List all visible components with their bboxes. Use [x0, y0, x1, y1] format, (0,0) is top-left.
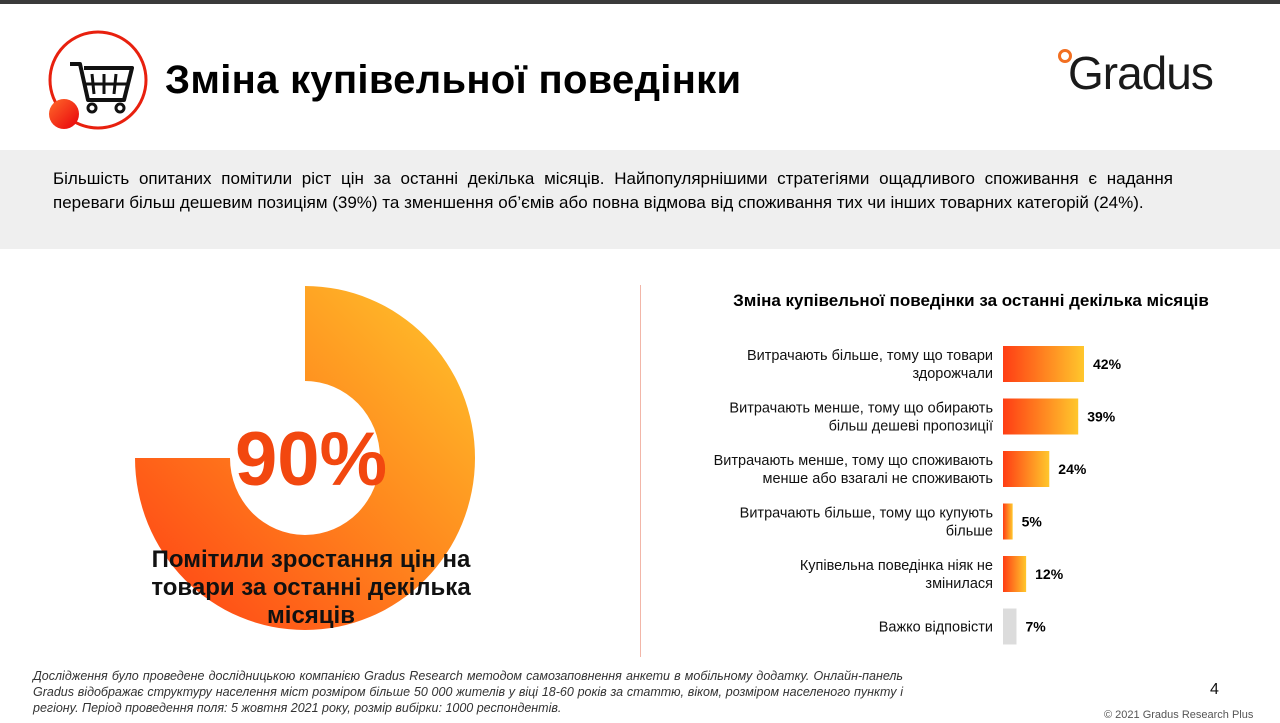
bar-value-label: 5%: [1021, 513, 1042, 530]
page-title: Зміна купівельної поведінки: [165, 58, 742, 102]
summary-text: Більшість опитаних помітили ріст цін за останні декілька місяців. Найпопулярнішими стратегіями ощадливого споживання є надання переваги більш дешевим позиціям (39%) та зменшення об’ємів або повна відмова від споживання тих чи інших товарних категорій (24%).: [53, 169, 1173, 212]
logo-text: Gradus: [1068, 47, 1213, 99]
category-label: Купівельна поведінка ніяк не змінилася: [799, 558, 993, 592]
bar-value-label: 42%: [1093, 356, 1122, 372]
bar: [1003, 609, 1017, 645]
bar: [1003, 346, 1084, 382]
bar: [1003, 451, 1049, 487]
bar: [1003, 556, 1026, 592]
category-label: Витрачають більше, тому що купують більше: [739, 505, 993, 540]
category-label: Витрачають менше, тому що споживають менше або взагалі не споживають: [713, 453, 993, 487]
shopping-cart-icon: [40, 24, 152, 136]
page-number: 4: [1210, 681, 1219, 698]
highlight-value: 90%: [234, 417, 388, 502]
bar-value-label: 12%: [1035, 566, 1064, 582]
gradus-logo: [1058, 46, 1238, 106]
category-label: Витрачають менше, тому що обирають більш дешеві пропозиції: [729, 400, 993, 435]
category-label: Витрачають більше, тому що товари здорожчали: [746, 348, 993, 382]
top-border: [0, 0, 1280, 4]
methodology-note: Дослідження було проведене дослідницькою компанією Gradus Research методом самозаповнення анкети в мобільному додатку. Онлайн-панель Gradus відображає структуру населення міст розміром більше 50 000 жителів у віці 18-60 років за статтю, віком, розміром населеного пункту і регіону. Період проведення поля: 5 жовтня 2021 року, розмір вибірки: 1000 респондентів.: [33, 669, 903, 715]
bar: [1003, 399, 1078, 435]
chart-title: Зміна купівельної поведінки за останні декілька місяців: [733, 291, 1209, 310]
bar: [1003, 504, 1013, 540]
bar-value-label: 24%: [1058, 461, 1087, 477]
bar-value-label: 39%: [1087, 408, 1116, 425]
summary-band: [0, 150, 1280, 249]
bar-value-label: 7%: [1025, 618, 1046, 635]
highlight-caption: Помітили зростання цін на товари за останні декілька місяців: [151, 546, 471, 629]
bar-chart: [640, 330, 1280, 650]
copyright: © 2021 Gradus Research Plus: [1104, 709, 1254, 721]
category-label: Важко відповісти: [878, 619, 993, 636]
